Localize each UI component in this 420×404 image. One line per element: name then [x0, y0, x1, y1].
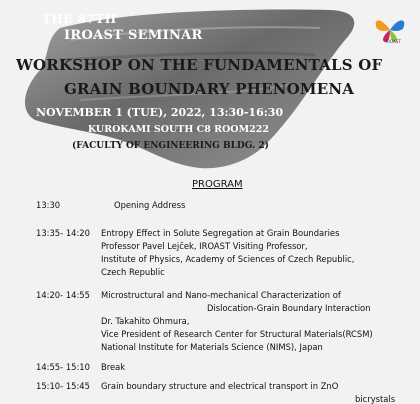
- logo-label: IROAST: [386, 39, 401, 44]
- seminar-number: THE 87TH: [42, 12, 117, 26]
- event-date: NOVEMBER 1 (TUE), 2022, 13:30-16:30: [36, 106, 284, 119]
- page-title-line1: WORKSHOP ON THE FUNDAMENTALS OF: [16, 56, 383, 74]
- event-venue: KUROKAMI SOUTH C8 ROOM222: [88, 124, 269, 135]
- seminar-series: IROAST SEMINAR: [64, 28, 203, 43]
- program-line: Dislocation-Grain Boundary Interaction: [207, 303, 371, 313]
- program-time: 13:35- 14:20: [36, 228, 90, 238]
- program-line: bicrystals: [355, 394, 396, 404]
- program-line: Microstructural and Nano-mechanical Characterization of: [101, 290, 341, 300]
- venue-note: (FACULTY OF ENGINEERING BLDG. 2): [72, 141, 269, 151]
- program-line: Grain boundary structure and electrical transport in ZnO: [101, 381, 339, 391]
- program-line: Professor Pavel Lejček, IROAST Visiting Professor,: [101, 241, 308, 251]
- page-title-line2: GRAIN BOUNDARY PHENOMENA: [64, 80, 355, 98]
- program-time: 13:30: [36, 200, 61, 210]
- butterfly-logo-icon: [370, 10, 410, 50]
- program-time: 14:20- 14:55: [36, 290, 90, 300]
- program-line: Opening Address: [114, 200, 186, 210]
- program-line: National Institute for Materials Science (NIMS), Japan: [101, 342, 323, 352]
- program-line: Vice President of Research Center for Structural Materials(RCSM): [101, 329, 373, 339]
- program-line: Dr. Takahito Ohmura,: [101, 316, 190, 326]
- program-heading: PROGRAM: [192, 179, 243, 190]
- program-line: Entropy Effect in Solute Segregation at Grain Boundaries: [101, 228, 340, 238]
- program-time: 14:55- 15:10: [36, 362, 90, 372]
- program-line: Break: [101, 362, 126, 372]
- program-time: 15:10- 15:45: [36, 381, 90, 391]
- program-line: Czech Republic: [101, 267, 165, 277]
- program-line: Institute of Physics, Academy of Sciences of Czech Republic,: [101, 254, 355, 264]
